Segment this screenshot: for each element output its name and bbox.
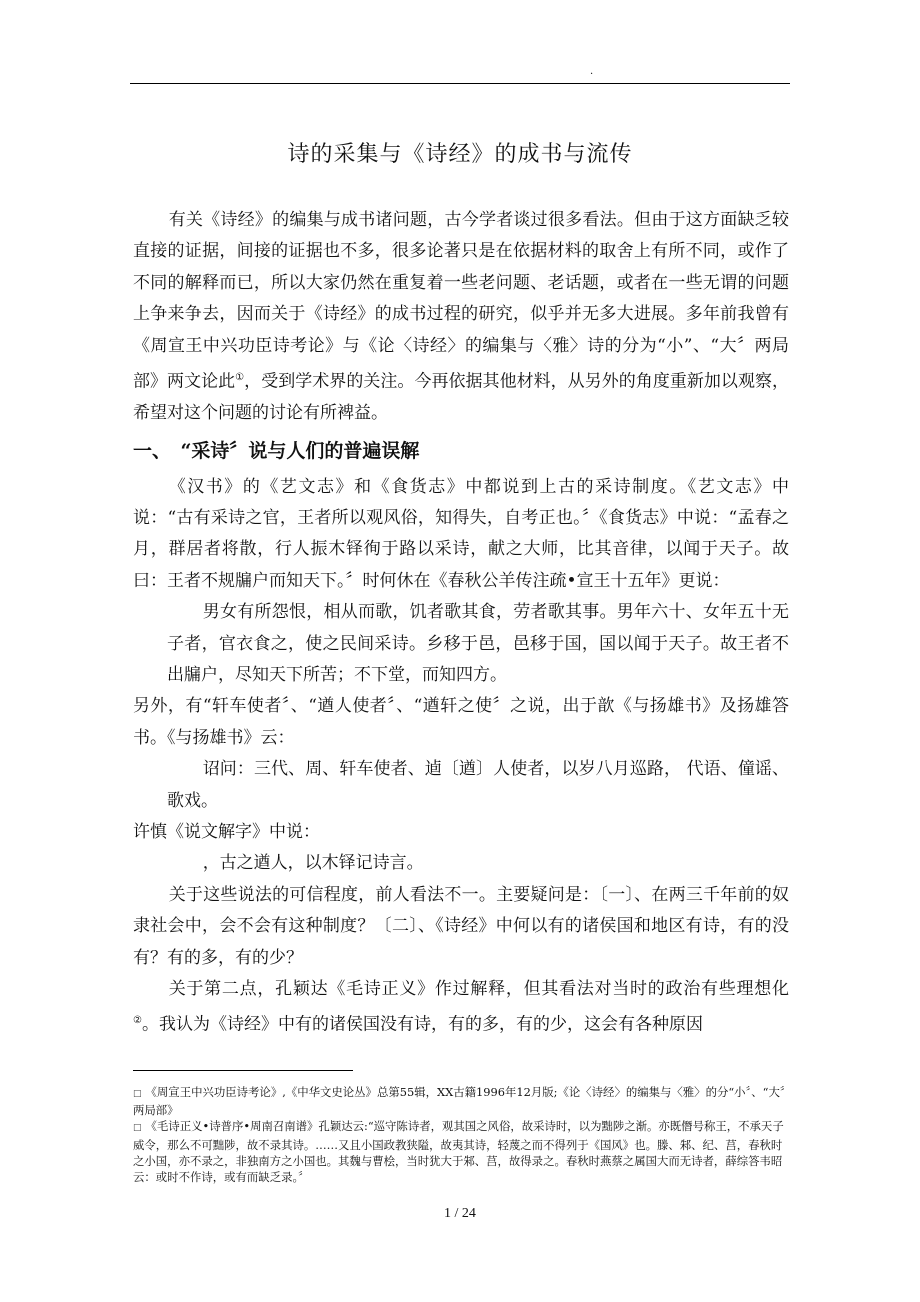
- header-rule: [130, 83, 790, 84]
- block-quote-2: 诏问：三代、周、轩车使者、逌〔遒〕人使者，以岁八月巡路， 代语、僮谣、歌戏。: [167, 759, 789, 811]
- intro-paragraph: [133, 205, 789, 430]
- footnote-2-text: 《毛诗正义•诗普序•周南召南谱》孔颖达云:“巡守陈诗者，观其国之风俗，故采诗时，以为黜陟之渐。亦既僭号称王，不承天子威令，那么不可黜陟，故不录其诗。……又且小国政教狭隘，故夷其诗，轻蔑之而不得列于《国风》也。滕、邾、纪、莒，春秋时之小国，亦不录之，非独南方之小国也。其魏与曹桧，当时犹大于邾、莒，故得录之。春秋时燕蔡之属国大而无诗者，薛综答韦昭云：或时不作诗，或有而缺乏录。〞: [133, 1119, 784, 1185]
- paragraph-5-text: 关于第二点，孔颖达《毛诗正义》作过解释，但其看法对当时的政治有些理想化: [168, 979, 789, 999]
- footnote-2-mark: □: [133, 1123, 142, 1134]
- block-quote-3: ，古之遒人，以木铎记诗言。: [202, 853, 424, 874]
- block-quote-1: 男女有所怨恨，相从而歌，饥者歌其食，劳者歌其事。男年六十、女年五十无子者，官衣食之，使之民间采诗。乡移于邑，邑移于国，国以闻于天子。故王者不出牖户，尽知天下所苦；不下堂，而知四方。: [167, 602, 789, 685]
- footnote-1-text: 《周宣王中兴功臣诗考论》,《中华文史论丛》总第55辑，XX古籍1996年12月版;《论〈诗经〉的编集与〈雅〉的分“小〞、“大〞两局部》: [133, 1085, 786, 1118]
- section-heading-1: 一、 “采诗〞说与人们的普遍误解: [133, 439, 420, 462]
- page-number: 1 / 24: [444, 1206, 476, 1221]
- footnote-1: [133, 1084, 791, 1118]
- paragraph-3: 许慎《说文解字》中说：: [133, 821, 320, 842]
- footnote-1-mark: □: [133, 1089, 142, 1099]
- footnote-ref-1[interactable]: ①: [235, 372, 245, 384]
- footnote-separator: [133, 1070, 353, 1071]
- paragraph-5-tail: 。我认为《诗经》中有的诸侯国没有诗，有的多，有的少，这会有各种原因: [141, 1015, 703, 1036]
- body-text: [133, 205, 789, 1041]
- footnote-ref-2[interactable]: ②: [133, 1015, 142, 1027]
- paragraph-1: 《汉书》的《艺文志》和《食货志》中都说到上古的采诗制度。《艺文志》中说：“古有采诗之官，王者所以观风俗，知得失，自考正也。〞《食货志》中说：“孟春之月，群居者将散，行人振木铎徇于路以采诗，献之大师，比其音律，以闻于天子。故曰：王者不规牖户而知天下。〞时何休在《春秋公羊传注疏•宣王十五年》更说：: [133, 476, 789, 591]
- header-dot: .: [590, 66, 594, 77]
- paragraph-2: 另外，有“轩车使者〞、“遒人使者〞、“遒轩之使〞之说，出于歆《与扬雄书》及扬雄答书。《与扬雄书》云：: [133, 696, 789, 748]
- footnote-2: [133, 1118, 791, 1185]
- intro-text: 有关《诗经》的编集与成书诸问题，古今学者谈过很多看法。但由于这方面缺乏较直接的证据，间接的证据也不多，很多论著只是在依据材料的取舍上有所不同，或作了不同的解释而已，所以大家仍然在重复着一些老问题、老话题，或者在一些无谓的问题上争来争去，因而关于《诗经》的成书过程的研究，似乎并无多大进展。多年前我曾有《周宣王中兴功臣诗考论》与《论〈诗经〉的编集与〈雅〉诗的分为“小”、“大〞两局部》两文论此: [133, 210, 789, 392]
- footnotes: [133, 1084, 791, 1185]
- paragraph-5: [133, 974, 789, 1041]
- paragraph-4: 关于这些说法的可信程度，前人看法不一。主要疑问是：〔一〕、在两三千年前的奴隶社会中，会不会有这种制度？〔二〕、《诗经》中何以有的诸侯国和地区有诗，有的没有？有的多，有的少？: [133, 884, 789, 968]
- intro-tail: ，受到学术界的关注。今再依据其他材料，从另外的角度重新加以观察，希望对这个问题的讨论有所裨益。: [133, 371, 790, 424]
- document-title: 诗的采集与《诗经》的成书与流传: [287, 142, 633, 167]
